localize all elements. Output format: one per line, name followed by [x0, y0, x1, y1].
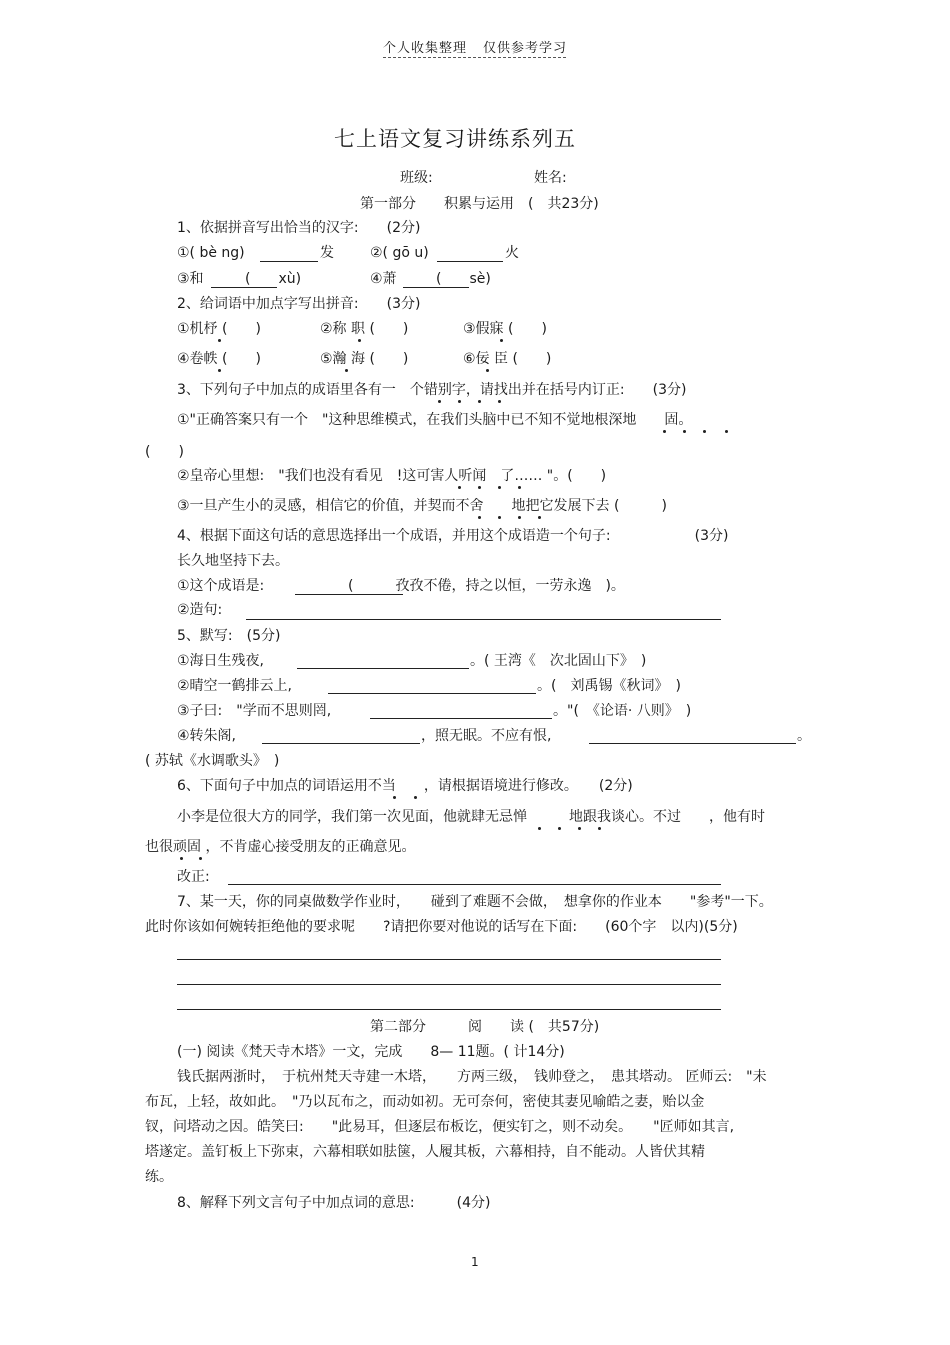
- class-label: 班级:: [400, 170, 433, 186]
- emphasis-dot: [538, 516, 541, 519]
- q6-passage-line-1: 小李是位很大方的同学，我们第一次见面，他就肆无忌惮 地跟我谈心。不过 ，他有时: [177, 809, 765, 825]
- reading-line-5: 练。: [145, 1169, 173, 1185]
- q1-c-prefix: ③和: [177, 271, 204, 287]
- reading-line-4: 塔遂定。盖钉板上下弥束，六幕相联如胠箧，人履其板，六幕相持，自不能动。人皆伏其精: [145, 1144, 705, 1160]
- emphasis-dot: [558, 827, 561, 830]
- q1-d-prefix: ④萧: [370, 271, 397, 287]
- emphasis-dot: [518, 516, 521, 519]
- q3-sentence-1-answer: ( ): [145, 444, 184, 460]
- emphasis-dot: [518, 486, 521, 489]
- emphasis-dot: [486, 369, 489, 372]
- emphasis-dot: [500, 339, 503, 342]
- q8-stem: 8、解释下列文言句子中加点词的意思: (4分): [177, 1195, 491, 1211]
- q5-line-3-prompt: ③子曰: "学而不思则罔,: [177, 703, 332, 719]
- part2-heading: 第二部分 阅 读 ( 共57分): [370, 1019, 600, 1035]
- q5-line-4-blank-1: [262, 743, 420, 744]
- q5-line-4-prompt: ④转朱阁,: [177, 728, 237, 744]
- emphasis-dot: [458, 486, 461, 489]
- q3-stem: 3、下列句子中加点的成语里各有一 个错别字，请找出并在括号内订正: (3分): [177, 382, 687, 398]
- q1-a-suffix: 发: [320, 245, 334, 261]
- q2-item: ④卷帙 ( ): [177, 351, 261, 367]
- emphasis-dot: [478, 516, 481, 519]
- emphasis-dot: [199, 857, 202, 860]
- q2-item: ⑤瀚 海 ( ): [320, 351, 409, 367]
- q2-item: ③假寐 ( ): [463, 321, 547, 337]
- q2-stem: 2、给词语中加点字写出拼音: (3分): [177, 296, 421, 312]
- q4-sentence-blank: [246, 619, 721, 620]
- q5-line-3-source: 。"( 《论语· 八则》 ): [553, 703, 692, 719]
- q6-passage-line-2: 也很顽固 ，不肯虚心接受朋友的正确意见。: [145, 839, 416, 855]
- emphasis-dot: [478, 486, 481, 489]
- part1-heading: 第一部分 积累与运用 ( 共23分): [360, 196, 599, 212]
- q1-b-pinyin: ②( gō u): [370, 245, 429, 261]
- emphasis-dot: [663, 430, 666, 433]
- q6-fix-label: 改正:: [177, 869, 210, 885]
- emphasis-dot: [393, 796, 396, 799]
- q5-line-3-blank: [370, 718, 552, 719]
- q2-item: ②称 职 ( ): [320, 321, 409, 337]
- emphasis-dot: [358, 339, 361, 342]
- emphasis-dot: [180, 857, 183, 860]
- emphasis-dot: [218, 369, 221, 372]
- q5-line-1-blank: [297, 668, 469, 669]
- q5-line-4-middle: ，照无眠。不应有恨,: [421, 728, 552, 744]
- header-right: 仅供参考学习: [483, 41, 568, 56]
- q5-line-2-blank: [328, 693, 536, 694]
- q4-sentence-label: ②造句:: [177, 602, 223, 618]
- header-divider: [383, 57, 566, 58]
- reading-intro: (一) 阅读《梵天寺木塔》一文，完成 8— 11题。( 计14分): [177, 1044, 565, 1060]
- q7-line-2: 此时你该如何婉转拒绝他的要求呢 ?请把你要对他说的话写在下面: (60个字 以内)(5分): [145, 919, 738, 935]
- emphasis-dot: [478, 400, 481, 403]
- q3-sentence-1: ①"正确答案只有一个 "这种思维模式，在我们头脑中已不知不觉地根深地 固。: [177, 412, 693, 428]
- emphasis-dot: [498, 516, 501, 519]
- q6-fix-blank: [228, 884, 721, 885]
- emphasis-dot: [703, 430, 706, 433]
- q1-c-pinyin: ( xù): [245, 271, 302, 287]
- q1-b-blank: [437, 261, 503, 262]
- q5-line-1-prompt: ①海日生残夜,: [177, 653, 265, 669]
- q4-stem: 4、根据下面这句话的意思选择出一个成语，并用这个成语造一个句子: (3分): [177, 528, 729, 544]
- q1-d-pinyin: ( sè): [436, 271, 491, 287]
- emphasis-dot: [683, 430, 686, 433]
- emphasis-dot: [498, 486, 501, 489]
- emphasis-dot: [578, 827, 581, 830]
- reading-line-2: 布瓦，上轻，故如此。 "乃以瓦布之，而动如初。无可奈何，密使其妻见喻皓之妻，贻以金: [145, 1094, 705, 1110]
- q5-line-4-source: ( 苏轼《水调歌头》 ): [145, 753, 280, 769]
- q1-stem: 1、依据拼音写出恰当的汉字: (2分): [177, 220, 421, 236]
- emphasis-dot: [414, 796, 417, 799]
- emphasis-dot: [538, 827, 541, 830]
- q4-idiom-label: ①这个成语是:: [177, 578, 265, 594]
- q5-line-1-source: 。( 王湾《 次北固山下》 ): [470, 653, 647, 669]
- q5-stem: 5、默写: (5分): [177, 628, 281, 644]
- emphasis-dot: [438, 400, 441, 403]
- name-label: 姓名:: [534, 170, 567, 186]
- q7-answer-line: [177, 959, 721, 960]
- q5-line-4-end: 。: [797, 728, 811, 744]
- q2-item: ①机杼 ( ): [177, 321, 261, 337]
- q1-a-pinyin: ①( bè ng): [177, 245, 245, 261]
- emphasis-dot: [725, 430, 728, 433]
- q1-a-blank: [260, 261, 318, 262]
- q3-sentence-3: ③一旦产生小的灵感，相信它的价值，并契而不舍 地把它发展下去 ( ): [177, 498, 667, 514]
- q2-item: ⑥佞 臣 ( ): [463, 351, 552, 367]
- q5-line-2-source: 。( 刘禹锡《秋词》 ): [537, 678, 681, 694]
- reading-line-3: 钗，问塔动之因。皓笑曰: "此易耳，但逐层布板讫，便实钉之，则不动矣。 "匠师如其言,: [145, 1119, 735, 1135]
- emphasis-dot: [218, 339, 221, 342]
- header-left: 个人收集整理: [383, 41, 468, 56]
- q4-idiom-options: ( 孜孜不倦，持之以恒，一劳永逸 )。: [348, 578, 625, 594]
- q5-line-4-blank-2: [589, 743, 796, 744]
- q7-answer-line: [177, 1009, 721, 1010]
- page-title: 七上语文复习讲练系列五: [334, 127, 576, 151]
- page-number: 1: [471, 1255, 479, 1269]
- reading-line-1: 钱氏据两浙时， 于杭州梵天寺建一木塔， 方两三级， 钱帅登之， 患其塔动。 匠师云: "未: [177, 1069, 767, 1085]
- emphasis-dot: [498, 400, 501, 403]
- emphasis-dot: [345, 369, 348, 372]
- q7-line-1: 7、某一天，你的同桌做数学作业时， 碰到了难题不会做， 想拿你的作业本 "参考"一下。: [177, 894, 773, 910]
- emphasis-dot: [458, 400, 461, 403]
- emphasis-dot: [598, 827, 601, 830]
- q6-stem: 6、下面句子中加点的词语运用不当 ，请根据语境进行修改。 (2分): [177, 778, 633, 794]
- q3-sentence-2: ②皇帝心里想: "我们也没有看见 !这可害人听闻 了…… "。( ): [177, 468, 607, 484]
- q7-answer-line: [177, 984, 721, 985]
- q4-meaning: 长久地坚持下去。: [177, 553, 289, 569]
- q1-b-suffix: 火: [505, 245, 519, 261]
- q5-line-2-prompt: ②晴空一鹤排云上,: [177, 678, 293, 694]
